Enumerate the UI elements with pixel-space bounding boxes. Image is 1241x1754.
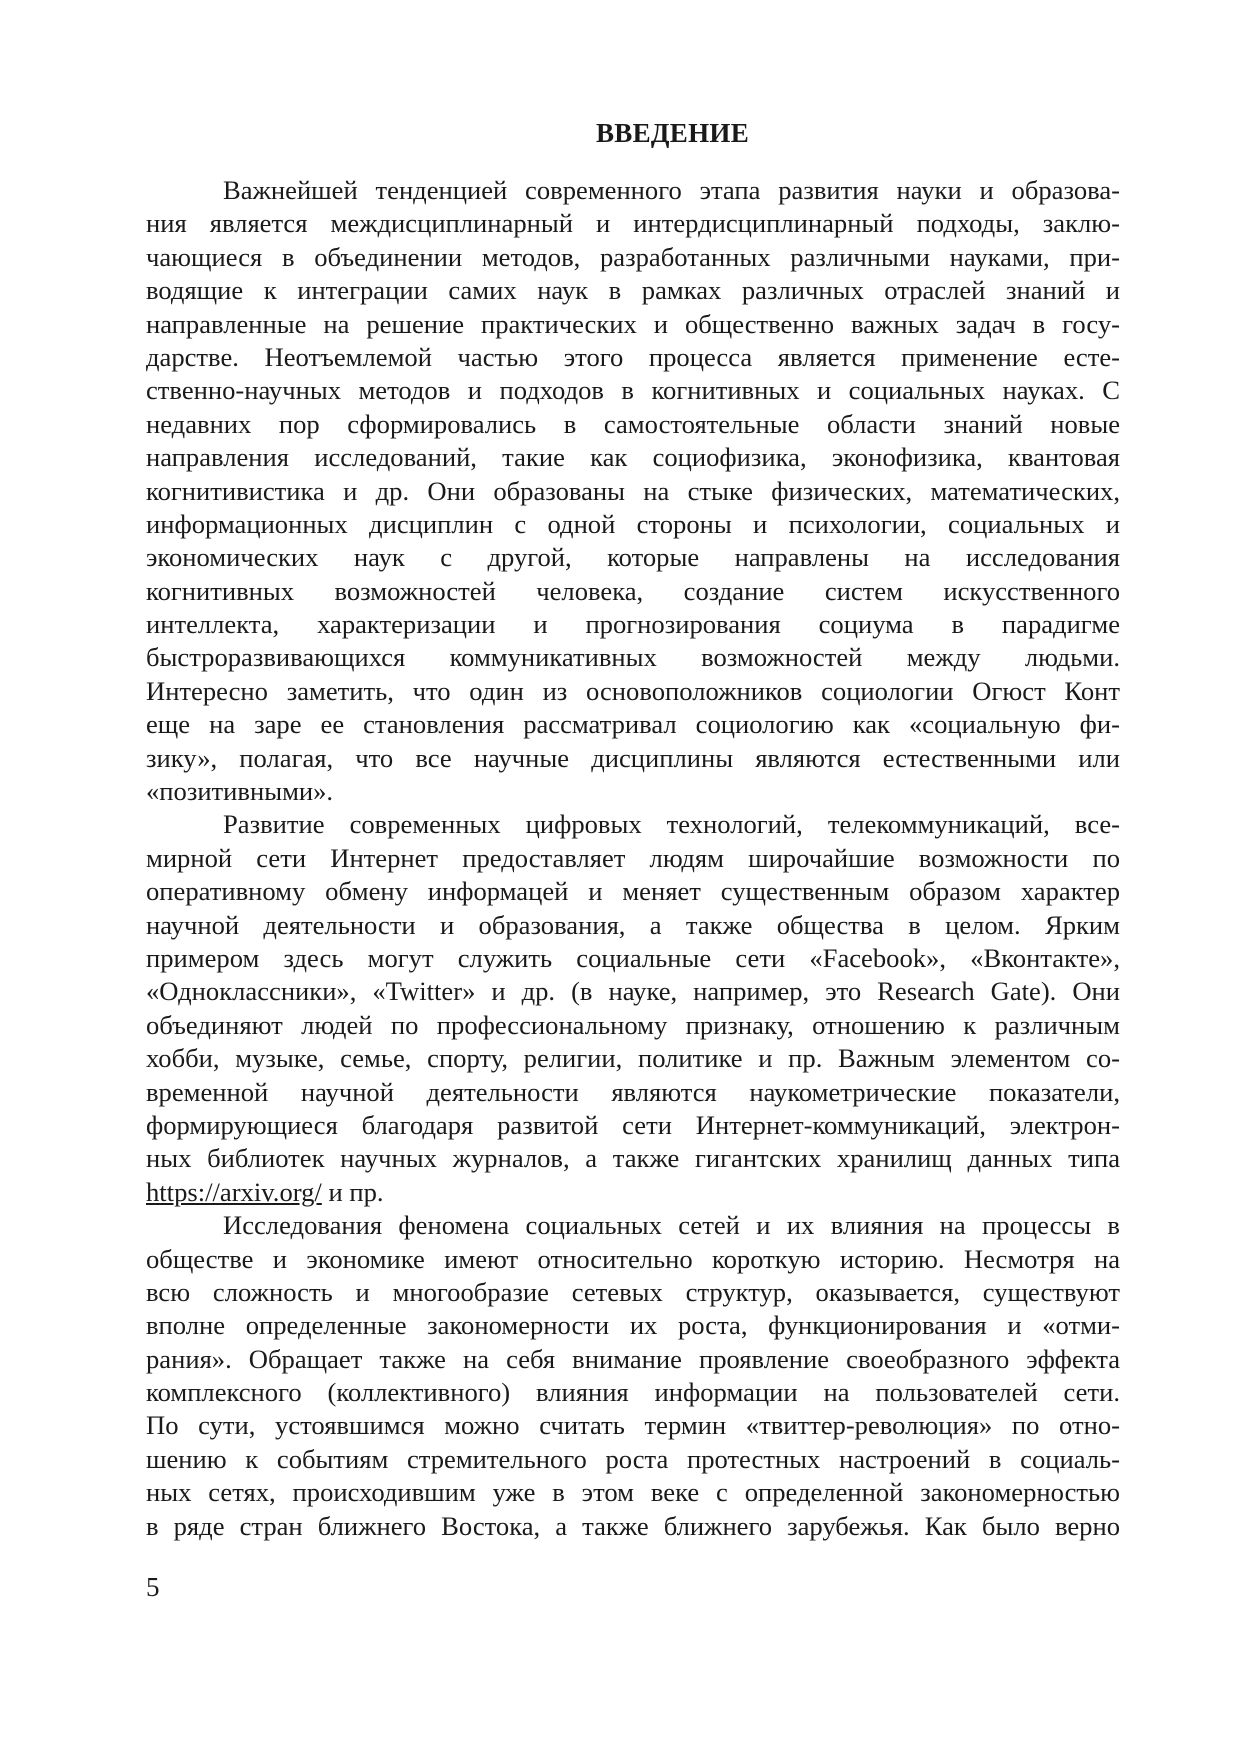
- text-line: дарстве. Неотъемлемой частью этого процесса является применение есте-: [146, 341, 1120, 372]
- text-line: хобби, музыке, семье, спорту, религии, политике и пр. Важным элементом со-: [146, 1043, 1120, 1074]
- text-line: когнитивистика и др. Они образованы на стыке физических, математических,: [146, 475, 1120, 506]
- text-line: объединяют людей по профессиональному признаку, отношению к различным: [146, 1009, 1120, 1040]
- text-line: шению к событиям стремительного роста протестных настроений в социаль-: [146, 1443, 1120, 1474]
- text-line: научной деятельности и образования, а также общества в целом. Ярким: [146, 909, 1120, 940]
- paragraph-1: [146, 174, 1120, 1543]
- text-line: Развитие современных цифровых технологий, телекоммуникаций, все-: [223, 809, 1120, 840]
- text-line: Интересно заметить, что один из основоположников социологии Огюст Конт: [146, 675, 1120, 706]
- text-line: вполне определенные закономерности их роста, функционирования и «отми-: [146, 1310, 1120, 1341]
- text-line: недавних пор сформировались в самостоятельные области знаний новые: [146, 408, 1120, 439]
- text-line: направления исследований, такие как социофизика, эконофизика, квантовая: [146, 442, 1120, 473]
- text-line: «Одноклассники», «Twitter» и др. (в науке, например, это Research Gate). Они: [146, 976, 1120, 1007]
- link-tail-text: и пр.: [321, 1176, 384, 1207]
- text-line: всю сложность и многообразие сетевых структур, оказывается, существуют: [146, 1276, 1120, 1307]
- arxiv-link[interactable]: https://arxiv.org/: [146, 1176, 322, 1207]
- text-line: рания». Обращает также на себя внимание проявление своеобразного эффекта: [146, 1343, 1120, 1374]
- text-line: Исследования феномена социальных сетей и их влияния на процессы в: [223, 1210, 1120, 1241]
- text-line: зику», полагая, что все научные дисциплины являются естественными или: [146, 742, 1120, 773]
- page-title: ВВЕДЕНИЕ: [595, 118, 750, 148]
- text-line: По сути, устоявшимся можно считать термин «твиттер-революция» по отно-: [146, 1410, 1120, 1441]
- text-line: формирующиеся благодаря развитой сети Интернет-коммуникаций, электрон-: [146, 1109, 1120, 1140]
- text-line: водящие к интеграции самих наук в рамках различных отраслей знаний и: [146, 275, 1120, 306]
- text-line: «позитивными».: [146, 776, 334, 807]
- text-line: чающиеся в объединении методов, разработанных различными науками, при-: [146, 241, 1120, 272]
- text-line: примером здесь могут служить социальные сети «Facebook», «Вконтакте»,: [146, 942, 1120, 973]
- text-line: оперативному обмену информацей и меняет существенным образом характер: [146, 876, 1120, 907]
- text-line: комплексного (коллективного) влияния информации на пользователей сети.: [146, 1377, 1120, 1408]
- page-number: 5: [146, 1572, 160, 1602]
- text-line: обществе и экономике имеют относительно короткую историю. Несмотря на: [146, 1243, 1120, 1274]
- text-line: ных сетях, происходившим уже в этом веке с определенной закономерностью: [146, 1477, 1120, 1508]
- text-line: ния является междисциплинарный и интердисциплинарный подходы, заклю-: [146, 208, 1120, 239]
- text-line-with-link: [146, 1176, 1120, 1209]
- text-line: направленные на решение практических и общественно важных задач в госу-: [146, 308, 1120, 339]
- text-line: ственно-научных методов и подходов в когнитивных и социальных науках. С: [146, 375, 1120, 406]
- text-line: ных библиотек научных журналов, а также гигантских хранилищ данных типа: [146, 1143, 1120, 1174]
- text-line: когнитивных возможностей человека, создание систем искусственного: [146, 575, 1120, 606]
- text-line: экономических наук с другой, которые направлены на исследования: [146, 542, 1120, 573]
- text-line: быстроразвивающихся коммуникативных возможностей между людьми.: [146, 642, 1120, 673]
- text-line: информационных дисциплин с одной стороны и психологии, социальных и: [146, 508, 1120, 539]
- text-line: Важнейшей тенденцией современного этапа развития науки и образова-: [223, 175, 1120, 205]
- text-line: еще на заре ее становления рассматривал социологию как «социальную фи-: [146, 709, 1120, 740]
- text-line: в ряде стран ближнего Востока, а также ближнего зарубежья. Как было верно: [146, 1510, 1120, 1541]
- text-line: интеллекта, характеризации и прогнозирования социума в парадигме: [146, 609, 1120, 640]
- text-line: мирной сети Интернет предоставляет людям широчайшие возможности по: [146, 842, 1120, 873]
- text-line: временной научной деятельности являются наукометрические показатели,: [146, 1076, 1120, 1107]
